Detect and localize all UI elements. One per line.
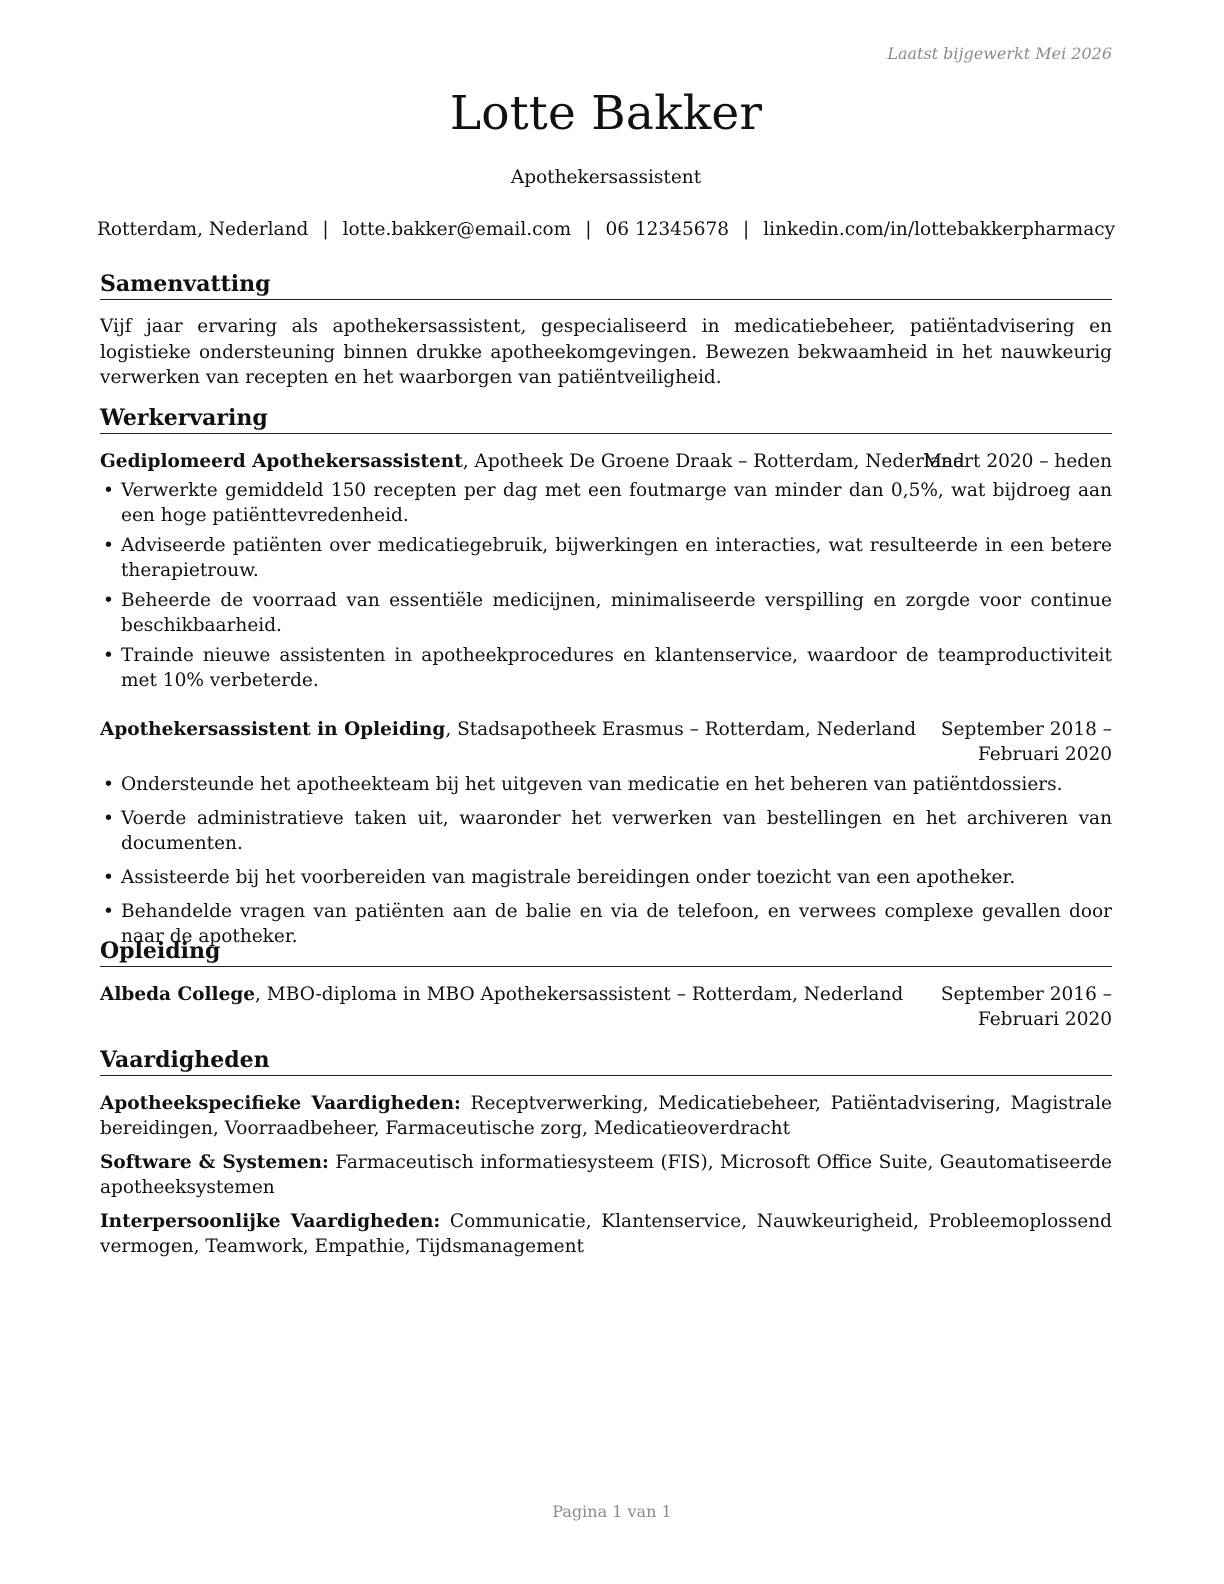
job-bullets bbox=[100, 478, 1112, 693]
skill-group bbox=[100, 1150, 1112, 1200]
skill-group-items: Farmaceutisch informatiesysteem (FIS), Microsoft Office Suite, Geautomatiseerde apotheeksystemen bbox=[100, 1152, 1113, 1198]
skill-group-label: Apotheekspecifieke Vaardigheden: bbox=[100, 1093, 461, 1114]
contact-phone: 06 12345678 bbox=[605, 219, 730, 240]
contact-separator: | bbox=[743, 219, 750, 240]
job-header bbox=[100, 717, 1112, 765]
section-heading-education: Opleiding bbox=[100, 937, 1112, 967]
job-title: Gediplomeerd Apothekersassistent bbox=[100, 451, 463, 472]
skill-group-label: Software & Systemen: bbox=[100, 1152, 329, 1173]
job-organization: , Apotheek De Groene Draak – Rotterdam, Nederland bbox=[462, 451, 965, 472]
skill-group-label: Interpersoonlijke Vaardigheden: bbox=[100, 1211, 441, 1232]
page-number: Pagina 1 van 1 bbox=[552, 1502, 672, 1521]
section-heading-skills: Vaardigheden bbox=[100, 1046, 1112, 1076]
job-header bbox=[100, 449, 1112, 474]
skill-group-items: Communicatie, Klantenservice, Nauwkeurigheid, Probleemoplossend vermogen, Teamwork, Empathie, Tijdsmanagement bbox=[100, 1211, 1112, 1257]
job-organization: , Stadsapotheek Erasmus – Rotterdam, Nederland bbox=[445, 719, 917, 740]
education-detail: , MBO-diploma in MBO Apothekersassistent – Rotterdam, Nederland bbox=[255, 984, 904, 1005]
job-title: Apothekersassistent bbox=[510, 167, 702, 188]
section-heading-experience: Werkervaring bbox=[100, 404, 1112, 434]
skill-group-items: Receptverwerking, Medicatiebeheer, Patiëntadvisering, Magistrale bereidingen, Voorraadbeheer, Farmaceutische zorg, Medicatieoverdracht bbox=[100, 1093, 1112, 1139]
contact-line bbox=[86, 219, 1126, 240]
list-item: • Verwerkte gemiddeld 150 recepten per dag met een foutmarge van minder dan 0,5%, wat bijdroeg aan een hoge patiënttevredenheid. bbox=[103, 480, 1112, 526]
contact-separator: | bbox=[585, 219, 592, 240]
education-dates: September 2016 – Februari 2020 bbox=[940, 984, 1112, 1030]
skill-group bbox=[100, 1209, 1112, 1259]
job-bullets bbox=[100, 772, 1112, 949]
contact-linkedin[interactable]: linkedin.com/in/lottebakkerpharmacy bbox=[763, 219, 1116, 240]
resume-page bbox=[96, 0, 1116, 1584]
skill-group bbox=[100, 1091, 1112, 1141]
section-heading-summary: Samenvatting bbox=[100, 270, 1112, 300]
contact-location: Rotterdam, Nederland bbox=[96, 219, 309, 240]
candidate-name: Lotte Bakker bbox=[449, 86, 763, 141]
list-item: • Beheerde de voorraad van essentiële medicijnen, minimaliseerde verspilling en zorgde voor continue beschikbaarheid. bbox=[103, 590, 1112, 636]
list-item: • Voerde administratieve taken uit, waaronder het verwerken van bestellingen en het archiveren van documenten. bbox=[103, 808, 1112, 854]
list-item: • Ondersteunde het apotheekteam bij het uitgeven van medicatie en het beheren van patiëntdossiers. bbox=[103, 774, 1063, 795]
summary-text: Vijf jaar ervaring als apothekersassistent, gespecialiseerd in medicatiebeheer, patiëntadvisering en logistieke ondersteuning binnen drukke apotheekomgevingen. Bewezen bekwaamheid in het nauwkeurig verwerken van recepten en het waarborgen van patiëntveiligheid. bbox=[100, 316, 1112, 388]
contact-email[interactable]: lotte.bakker@email.com bbox=[342, 219, 572, 240]
contact-separator: | bbox=[322, 219, 329, 240]
last-updated: Laatst bijgewerkt Mei 2026 bbox=[887, 44, 1112, 63]
list-item: • Trainde nieuwe assistenten in apotheekprocedures en klantenservice, waardoor de teamproductiviteit met 10% verbeterde. bbox=[103, 645, 1112, 691]
job-dates: September 2018 – Februari 2020 bbox=[940, 719, 1112, 765]
list-item: • Adviseerde patiënten over medicatiegebruik, bijwerkingen en interacties, wat resulteerde in een betere therapietrouw. bbox=[103, 535, 1112, 581]
job-dates: Maart 2020 – heden bbox=[923, 451, 1112, 472]
education-school: Albeda College bbox=[100, 984, 256, 1005]
list-item: • Assisteerde bij het voorbereiden van magistrale bereidingen onder toezicht van een apotheker. bbox=[103, 867, 1016, 888]
job-title: Apothekersassistent in Opleiding bbox=[100, 719, 446, 740]
education-header bbox=[100, 982, 1112, 1030]
list-item: • Behandelde vragen van patiënten aan de balie en via de telefoon, en verwees complexe gevallen door naar de apotheker. bbox=[103, 901, 1112, 947]
